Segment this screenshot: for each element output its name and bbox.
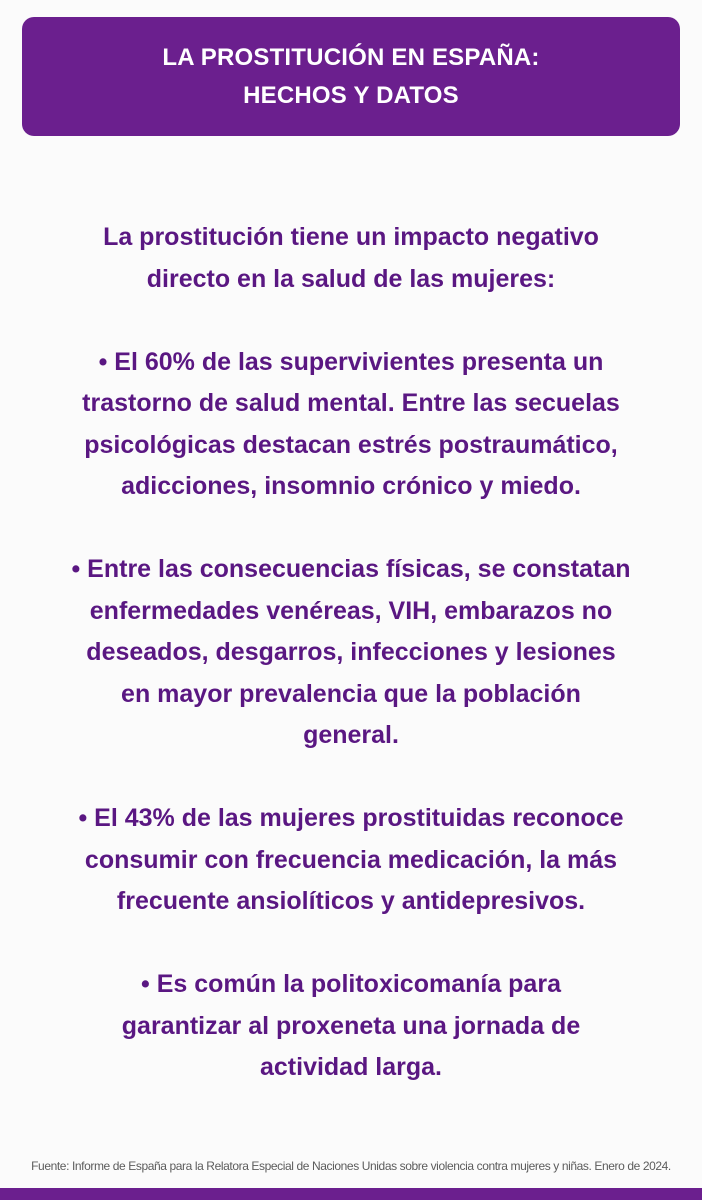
- bullet-line: enfermedades venéreas, VIH, embarazos no: [89, 596, 613, 625]
- body-text: [40, 217, 662, 1089]
- bullet-line: adicciones, insomnio crónico y miedo.: [121, 472, 581, 500]
- bullet-line: frecuente ansiolíticos y antidepresivos.: [116, 887, 586, 915]
- intro-line: directo en la salud de las mujeres:: [146, 264, 556, 293]
- intro-paragraph: [40, 217, 662, 300]
- bullet-medication: [40, 798, 662, 923]
- bullet-line: • Entre las consecuencias físicas, se constatan: [71, 555, 631, 583]
- bottom-bar: [0, 1188, 702, 1200]
- bullet-line: • El 60% de las supervivientes presenta un: [98, 347, 604, 376]
- bullet-line: • El 43% de las mujeres prostituidas reconoce: [78, 804, 624, 832]
- title-line-1: LA PROSTITUCIÓN EN ESPAÑA:: [162, 43, 540, 71]
- bullet-line: en mayor prevalencia que la población: [121, 679, 581, 708]
- title-line-2: HECHOS Y DATOS: [243, 81, 459, 109]
- bullet-line: • Es común la politoxicomanía para: [141, 970, 561, 998]
- bullet-line: psicológicas destacan estrés postraumático,: [84, 430, 618, 459]
- bullet-line: garantizar al proxeneta una jornada de: [121, 1011, 581, 1040]
- bullet-line: consumir con frecuencia medicación, la más: [84, 845, 618, 874]
- bullet-mental-health: [40, 342, 662, 508]
- source-note: Fuente: Informe de España para la Relatora Especial de Naciones Unidas sobre violencia contra mujeres y niñas. Enero de 2024.: [31, 1159, 671, 1173]
- title-banner: [22, 17, 680, 136]
- bullet-line: trastorno de salud mental. Entre las secuelas: [82, 389, 620, 417]
- bullet-line: deseados, desgarros, infecciones y lesiones: [86, 638, 616, 666]
- bullet-line: actividad larga.: [259, 1053, 443, 1081]
- intro-line: La prostitución tiene un impacto negativo: [103, 223, 599, 251]
- bullet-physical-consequences: [40, 549, 662, 757]
- bullet-polydrug: [40, 964, 662, 1089]
- bullet-line: general.: [303, 721, 399, 749]
